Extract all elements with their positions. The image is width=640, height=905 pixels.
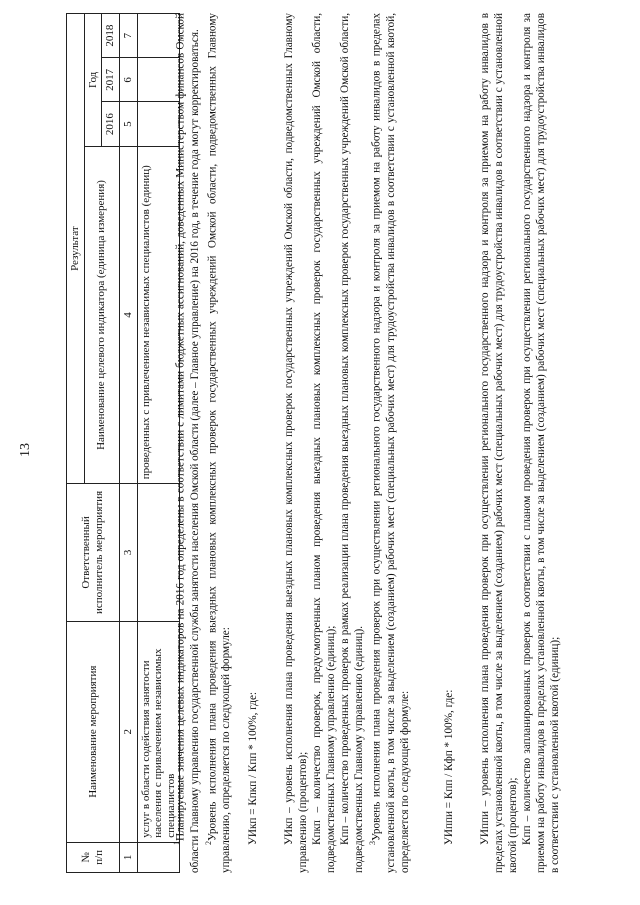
definitions-block-2 xyxy=(478,13,562,873)
column-number: 7 xyxy=(119,14,137,58)
column-number: 6 xyxy=(119,58,137,102)
header-num: № п/п xyxy=(67,842,120,872)
definitions-block-1 xyxy=(282,13,412,873)
definition-kpkp: Кпкп – количество проверок, предусмотренных планом проведения выездных плановых комплексных проверок государственных учреждений Омской области, подведомственных Главному управлению (единиц); xyxy=(311,13,337,873)
row-event-name: услуг в области содействия занятости населения с привлечением независимых специалистов xyxy=(137,621,180,842)
column-number: 5 xyxy=(119,102,137,146)
formula-block-1 xyxy=(246,13,260,873)
header-executor: Ответственный исполнитель мероприятия xyxy=(67,484,120,621)
footnotes-block xyxy=(170,13,233,873)
formula-block-2 xyxy=(442,13,456,873)
column-number: 4 xyxy=(119,146,137,484)
definition-kpp-2: Кпп – количество запланированных проверок в соответствии с планом проведения проверок при осуществлении регионального государственного надзора и контроля за приемом на работу инвалидов в пределах установленной квоты, в том числе за выделением (созданием) рабочих мест (специальных рабочих мест) для трудоустройства инвалидов в соответствии с установленной квотой (единиц); xyxy=(521,13,561,873)
row-indicator: проведенных с привлечением независимых специалистов (единиц) xyxy=(137,146,180,484)
header-year-2016: 2016 xyxy=(102,102,120,146)
footnote-1: $^1$Планируемые значения целевых индикаторов на 2016 год определены в соответствии с лимитами бюджетных ассигнований, доведенных Министерством финансов Омской области Главному управлению государственной службы занятости населения Омской области (далее – Главное управление) на 2016 год, в течение года могут корректироваться. xyxy=(172,13,201,873)
header-year-2017: 2017 xyxy=(102,58,120,102)
footnote-2: $^2$Уровень исполнения плана проведения выездных плановых комплексных проверок государственных учреждений Омской области, подведомственных Главному управлению, определяется по следующей формуле: xyxy=(203,13,233,873)
header-event-name: Наименование мероприятия xyxy=(67,621,120,842)
definition-ui-kp: УИкп – уровень исполнения плана проведения выездных плановых комплексных проверок государственных учреждений Омской области, подведомственных Главному управлению (процентов); xyxy=(283,13,309,873)
definition-kpp: Кпп – количество проведенных проверок в рамках реализации плана проведения выездных плановых комплексных проверок государственных учреждений Омской области, подведомственных Главному управлению (единиц). xyxy=(339,13,365,873)
formula-1: УИкп = Кпкп / Кпп * 100%, где: xyxy=(247,691,259,845)
column-number: 2 xyxy=(119,621,137,842)
column-number: 1 xyxy=(119,842,137,872)
results-table xyxy=(66,13,180,873)
definition-ui-ppi: УИппи – уровень исполнения плана проведения проверок при осуществлении регионального государственного надзора и контроля за приемом на работу инвалидов в пределах установленной квоты, в том числе за выделением (созданием) рабочих мест (специальных рабочих мест) для трудоустройства инвалидов в соответствии с установленной квотой (процентов); xyxy=(479,13,519,873)
footnote-3: $^3$Уровень исполнения плана проведения проверок при осуществлении регионального государственного надзора и контроля за приемом на работу инвалидов в пределах установленной квоты, в том числе за выделением (созданием) рабочих мест (специальных рабочих мест) для трудоустройства инвалидов в соответствии с установленной квотой, определяется по следующей формуле: xyxy=(368,13,411,873)
header-year-2018: 2018 xyxy=(102,14,120,58)
header-year: Год xyxy=(84,14,102,147)
formula-2: УИппи = Кпп / Кфп * 100%, где: xyxy=(443,689,455,845)
page-number: 13 xyxy=(18,443,33,457)
header-result: Результат xyxy=(67,14,85,484)
column-number: 3 xyxy=(119,484,137,621)
header-indicator: Наименование целевого индикатора (единица измерения) xyxy=(84,146,119,484)
